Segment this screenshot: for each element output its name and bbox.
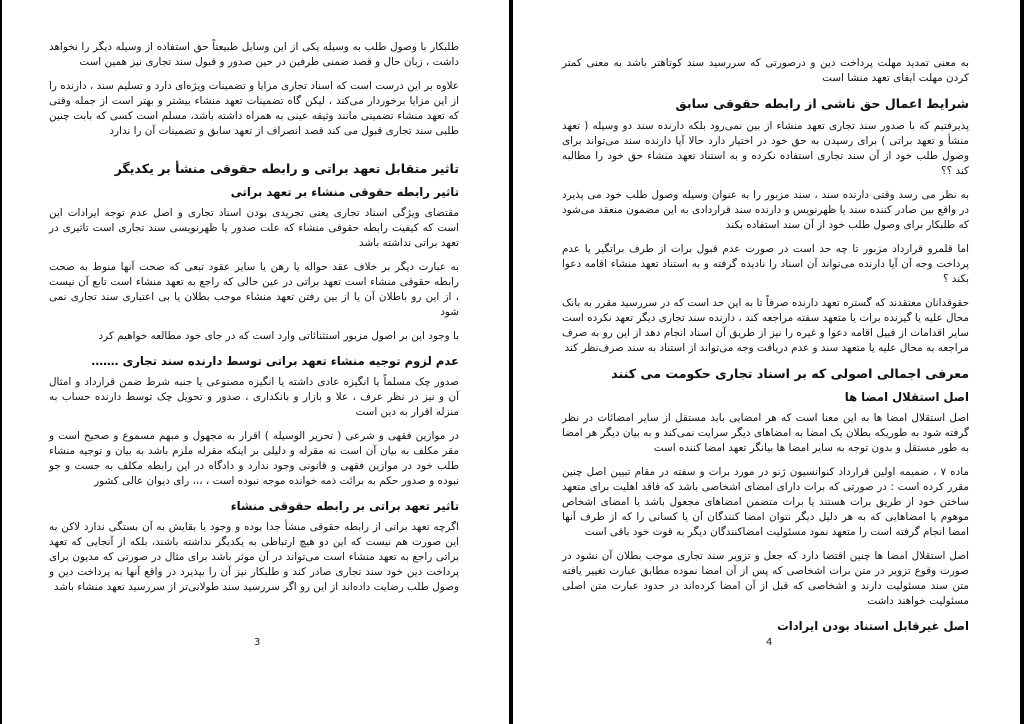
paragraph: ماده ۷ ، ضمیمه اولین قرارداد کنوانسیون ژنو در مورد برات و سفته در مقام تبیین اصل چنین مقرر کرده است : در صورتی که برات دارای امضای اشخاصی باشد که فاقد اهلیت برای متعهد ساختن خود از طریق برات هستند یا برات متضمن امضاهای مجعول باشد یا امضای اشخاص موهوم یا امضاهایی که به هر دلیل دیگر نتوان امضا کنندگان آن یا کسانی را که از طرف آنها امضا انجام گرفته است را متعهد نمود مسئولیت امضاکنندگان دیگر به قوت خود باقی است [562,466,969,538]
document-page-right [513,0,1020,724]
section-heading: معرفی اجمالی اصولی که بر اسناد تجاری حکومت می کنند [611,366,969,381]
paragraph: در موازین فقهی و شرعی ( تحریر الوسیله ) اقرار به مجهول و مبهم مسموع و صحیح است و مقر مکلف به بیان آن است نه مقرله و دلیلی بر اینکه مقرله ملزم باشد به بیان و توجیه منشاء طلب خود در موازین فقهی و قانونی وجود ندارد و دادگاه در این رابطه مکلف به جست و جو نبوده و صدور حکم به برائت ذمه خوانده موجه نبوده است ، ،،، رای دیوان عالی کشور [49,430,459,487]
page-body-right [562,56,969,640]
paragraph: اصل استقلال امضا ها به این معنا است که هر امضایی باید مستقل از سایر امضائات در نظر گرفته شود به طوریکه بطلان یک امضا به امضاهای دیگر سرایت نمی‌کند و به بیان دیگر هر امضا به طور مستقل و بدون توجه به سایر امضا ها بیانگر تعهد امضا کننده است [562,412,969,454]
right-edge-bar [1020,0,1024,724]
paragraph: اصل استقلال امضا ها چنین اقتضا دارد که جعل و تزویر سند تجاری موجب بطلان آن نشود در صورت وقوع تزویر در متن برات اشخاصی که پس از آن امضا نموده مطابق عبارت تغییر یافته متن سند مسئولیت دارند و اشخاصی که قبل از آن امضا کرده‌اند در حدود عبارت متن اصلی مسئولیت خواهند داشت [562,550,969,607]
section-gap [49,148,459,160]
page-body-left [49,40,459,604]
paragraph: به نظر می رسد وقتی دارنده سند ، سند مزبور را به عنوان وسیله وصول طلب خود می پذیرد در واقع بین صادر کننده سند یا ظهرنویس و دارنده سند قراردادی به این مضمون منعقد می‌شود که طلبکار برای وصول طلب خود از آن سند استفاده بکند [562,189,969,231]
paragraph: اگرچه تعهد براتی از رابطه حقوقی منشأ جدا بوده و وجود یا بقایش به آن بستگی ندارد لاکن به این صورت هم نیست که این دو هیچ ارتباطی به یکدیگر نداشته باشند، بلکه از آنجایی که تعهد براتی راجع به تعهد منشاء است می‌تواند در آن موثر باشد برای مثال در صورتی که مدیون برای پرداخت دین خود سند تجاری صادر کند و طلبکار نیز آن را بپذیرد در واقع آنها به پرداخت دین و وصول طلب رضایت داده‌اند از این رو اگر سررسید سند طولانی‌تر از سررسید تعهد منشاء باشد [49,521,459,593]
paragraph: به عبارت دیگر بر خلاف عقد حواله یا رهن یا سایر عقود تبعی که صحت آنها منوط به صحت رابطه حقوقی منشاء است تعهد براتی در عین حالی که راجع به تعهد منشاء است تابع آن نیست ، از این رو باطلان آن یا از بین رفتن تعهد منشاء موجب بطلان یا بی اعتباری سند تجاری نمی شود [49,261,459,318]
page-number: 3 [254,637,261,648]
subsection-heading: تاثیر رابطه حقوقی منشاء بر تعهد براتی [230,185,459,199]
subsection-heading: عدم لزوم توجیه منشاء تعهد براتی توسط دارنده سند تجاری ……. [90,354,459,368]
section-heading: شرایط اعمال حق ناشی از رابطه حقوقی سابق [675,96,969,111]
paragraph: به معنی تمدید مهلت پرداخت دین و درصورتی که سررسید سند کوتاهتر باشد به معنی کمتر کردن مهلت ایفای تعهد منشا است [562,57,969,84]
paragraph: مقتضای ویژگی اسناد تجاری یعنی تجریدی بودن اسناد تجاری و اصل عدم توجه ایرادات این است که کیفیت رابطه حقوقی منشاء که علت صدور یا ظهرنویسی سند تجاری است تاثیری در تعهد براتی نداشته باشد [49,207,459,249]
paragraph: علاوه بر این درست است که اسناد تجاری مزایا و تضمینات ویژه‌ای دارد و تسلیم سند ، دارنده را از این مزایا برخوردار می‌کند ، لیکن گاه تضمینات تعهد منشاء بیشتر و بهتر است از جمله وقتی که تعهد منشاء تضمینی مانند وثیقه عینی به همراه داشته باشد، مسلم است کسی که بابت چنین طلبی سند تجاری قبول می کند قصد انصراف از تعهد سابق و تضمینات آن را ندارد [49,80,459,137]
paragraph: با وجود این بر اصول مزبور استثنائاتی وارد است که در جای خود مطالعه خواهیم کرد [98,330,459,342]
subsection-heading: تاثیر تعهد براتی بر رابطه حقوقی منشاء [230,499,459,513]
subsection-heading: اصل غیرقابل استناد بودن ایرادات [777,619,969,633]
subsection-heading: اصل استقلال امضا ها [844,390,969,404]
section-heading: تاثیر متقابل تعهد براتی و رابطه حقوقی منشأ بر یکدیگر [114,161,459,176]
paragraph: اما قلمرو قرارداد مزبور تا چه حد است در صورت عدم قبول برات از طرف براتگیر یا عدم پرداخت وجه آن آیا دارنده می‌تواند آن اسناد را نادیده گرفته و به استناد تعهد منشاء اقامه دعوا بکند ؟ [562,243,969,285]
document-page-left [2,0,509,724]
paragraph: حقوقدانان معتقدند که گستره تعهد دارنده صرفاً تا به این حد است که در سررسید مقرر به بانک محال علیه یا گیرنده برات یا متعهد سفته مراجعه کند ، دارنده سند تجاری دیگر تعهد نکرده است سایر اقدامات از قبیل اقامه دعوا و غیره را نیز از طریق آن اسناد انجام دهد از این رو به صرف مراجعه به محال علیه یا متعهد سند و عدم دریافت وجه می‌تواند از استناد به سند صرف‌نظر کند [562,297,969,354]
paragraph: طلبکار با وصول طلب به وسیله یکی از این وسایل طبیعتاً حق استفاده از وسیله دیگر را نخواهد داشت ، زبان حال و قصد ضمنی طرفین در حین صدور و قبول سند تجاری نیز همین است [49,41,459,68]
page-number: 4 [766,637,773,648]
paragraph: پذیرفتیم که با صدور سند تجاری تعهد منشاء از بین نمی‌رود بلکه دارنده سند دو وسیله ( تعهد منشأ و تعهد براتی ) برای رسیدن به حق خود در اختیار دارد حالا آیا دارنده سند می‌تواند برای وصول طلب خود از آن سند تجاری استفاده نکرده و به استناد تعهد منشاء حق خود را مطالبه کند ؟؟ [562,120,969,177]
paragraph: صدور چک مسلماً یا انگیزه عادی داشته یا انگیزه مصنوعی یا جنبه شرط ضمن قرارداد و امثال آن و نیز در نظر عرف ، علا و بازار و بانکداری ، صدور و تحویل چک توسط دارنده حساب به منزله اقرار به دین است [49,376,459,418]
